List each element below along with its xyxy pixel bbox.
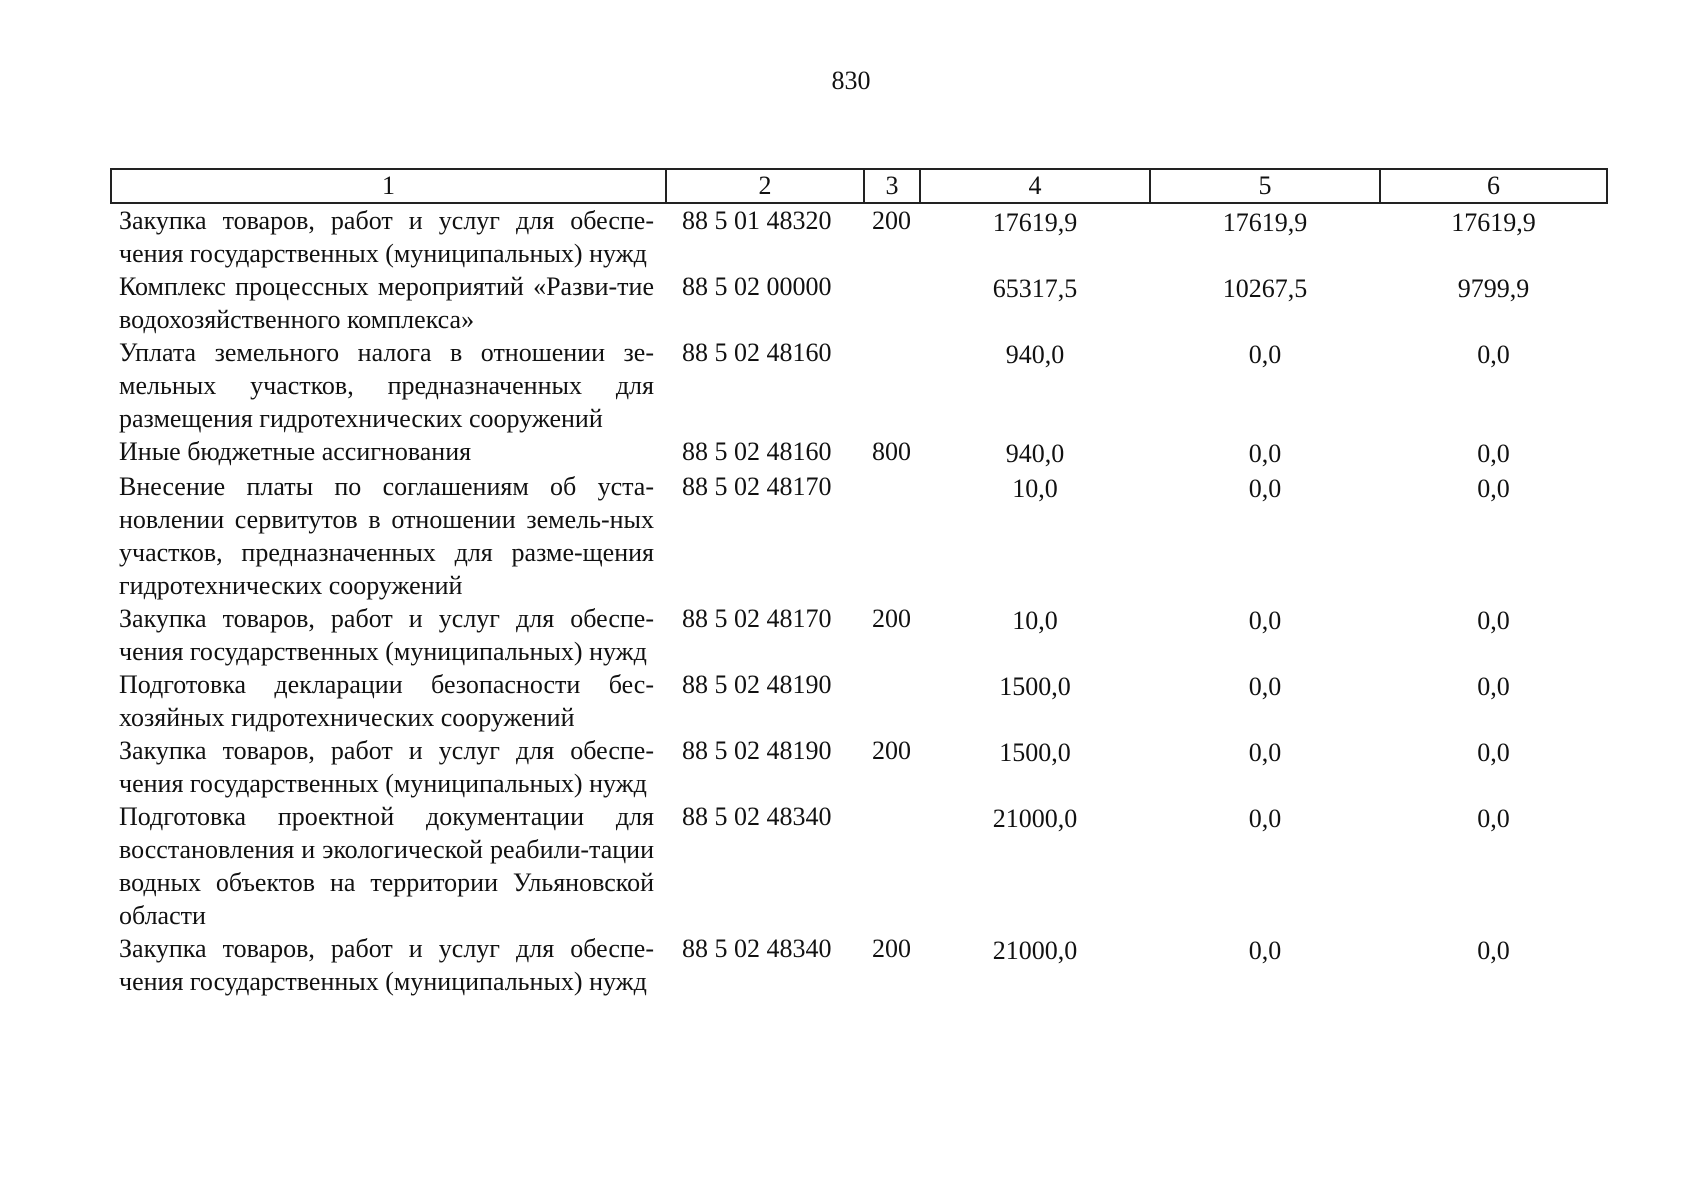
row-value-col5-cell: 0,0 <box>1248 606 1282 635</box>
row-value-col6-cell: 0,0 <box>1477 439 1510 468</box>
table-row <box>111 668 1607 734</box>
row-expense-type-cell <box>864 336 920 435</box>
row-expense-type-cell: 200 <box>872 206 911 235</box>
row-value-col4-cell: 65317,5 <box>992 274 1078 303</box>
column-header: 5 <box>1150 169 1380 203</box>
row-name-cell: Закупка товаров, работ и услуг для обеспе-чения государственных (муниципальных) нужд <box>119 206 654 268</box>
row-name-cell: Подготовка декларации безопасности бес-хозяйных гидротехнических сооружений <box>119 670 654 732</box>
row-value-col4-cell: 17619,9 <box>992 208 1078 237</box>
table-header-row <box>111 169 1607 203</box>
row-value-col4-cell: 21000,0 <box>992 936 1078 965</box>
table-row <box>111 800 1607 932</box>
row-value-col6-cell: 17619,9 <box>1451 208 1536 237</box>
row-value-col4-cell: 940,0 <box>1005 439 1065 468</box>
row-code-cell: 88 5 02 48160 <box>682 437 832 466</box>
row-name-cell: Иные бюджетные ассигнования <box>119 437 472 466</box>
table-row <box>111 435 1607 470</box>
table-row <box>111 336 1607 435</box>
budget-table <box>110 168 1608 998</box>
row-name-cell: Комплекс процессных мероприятий «Разви-тие водохозяйственного комплекса» <box>119 272 654 334</box>
row-code-cell: 88 5 01 48320 <box>682 206 832 235</box>
table-row <box>111 270 1607 336</box>
row-value-col4-cell: 10,0 <box>1012 474 1058 503</box>
row-expense-type-cell: 200 <box>872 934 911 963</box>
row-code-cell: 88 5 02 48160 <box>682 338 832 367</box>
row-code-cell: 88 5 02 48190 <box>682 670 832 699</box>
row-code-cell: 88 5 02 48170 <box>682 472 832 501</box>
row-expense-type-cell <box>864 470 920 602</box>
row-value-col4-cell: 10,0 <box>1012 606 1058 635</box>
table-body <box>111 203 1607 998</box>
row-value-col6-cell: 0,0 <box>1477 804 1510 833</box>
row-name-cell: Внесение платы по соглашениям об уста-новлении сервитутов в отношении земель-ных участков, предназначенных для разме-щения гидротехнических сооружений <box>119 472 654 600</box>
row-code-cell: 88 5 02 48170 <box>682 604 832 633</box>
row-value-col5-cell: 10267,5 <box>1222 274 1308 303</box>
row-value-col4-cell: 21000,0 <box>992 804 1078 833</box>
row-value-col6-cell: 0,0 <box>1477 340 1510 369</box>
row-value-col6-cell: 0,0 <box>1477 474 1510 503</box>
row-expense-type-cell: 200 <box>872 604 911 633</box>
row-name-cell: Уплата земельного налога в отношении зе-мельных участков, предназначенных для размещения гидротехнических сооружений <box>119 338 654 433</box>
row-value-col5-cell: 0,0 <box>1248 340 1282 369</box>
column-header: 4 <box>920 169 1150 203</box>
row-value-col5-cell: 0,0 <box>1248 804 1282 833</box>
row-name-cell: Закупка товаров, работ и услуг для обеспе-чения государственных (муниципальных) нужд <box>119 934 654 996</box>
row-value-col6-cell: 0,0 <box>1477 672 1510 701</box>
row-name-cell: Подготовка проектной документации для восстановления и экологической реабили-тации водных объектов на территории Ульяновской области <box>119 802 654 930</box>
row-value-col5-cell: 0,0 <box>1248 936 1282 965</box>
row-value-col6-cell: 0,0 <box>1477 606 1510 635</box>
row-value-col6-cell: 9799,9 <box>1457 274 1530 303</box>
row-value-col6-cell: 0,0 <box>1477 936 1510 965</box>
table-row <box>111 734 1607 800</box>
column-header: 6 <box>1380 169 1607 203</box>
row-value-col5-cell: 0,0 <box>1248 439 1282 468</box>
page-number: 830 <box>831 66 871 95</box>
row-value-col4-cell: 1500,0 <box>999 738 1071 767</box>
row-code-cell: 88 5 02 48340 <box>682 934 832 963</box>
row-value-col4-cell: 940,0 <box>1005 340 1065 369</box>
row-value-col6-cell: 0,0 <box>1477 738 1510 767</box>
row-code-cell: 88 5 02 48190 <box>682 736 832 765</box>
row-expense-type-cell: 800 <box>872 437 911 466</box>
row-expense-type-cell <box>864 270 920 336</box>
row-value-col5-cell: 17619,9 <box>1222 208 1308 237</box>
row-expense-type-cell <box>864 668 920 734</box>
row-value-col5-cell: 0,0 <box>1248 474 1282 503</box>
row-name-cell: Закупка товаров, работ и услуг для обеспе-чения государственных (муниципальных) нужд <box>119 736 654 798</box>
table-row <box>111 470 1607 602</box>
table-row <box>111 602 1607 668</box>
column-header: 2 <box>666 169 864 203</box>
row-code-cell: 88 5 02 48340 <box>682 802 832 831</box>
row-name-cell: Закупка товаров, работ и услуг для обеспе-чения государственных (муниципальных) нужд <box>119 604 654 666</box>
row-expense-type-cell: 200 <box>872 736 911 765</box>
row-code-cell: 88 5 02 00000 <box>682 272 832 301</box>
table-row <box>111 932 1607 998</box>
table-row <box>111 203 1607 270</box>
row-value-col4-cell: 1500,0 <box>999 672 1071 701</box>
row-expense-type-cell <box>864 800 920 932</box>
row-value-col5-cell: 0,0 <box>1248 672 1282 701</box>
column-header: 1 <box>111 169 666 203</box>
column-header: 3 <box>864 169 920 203</box>
row-value-col5-cell: 0,0 <box>1248 738 1282 767</box>
